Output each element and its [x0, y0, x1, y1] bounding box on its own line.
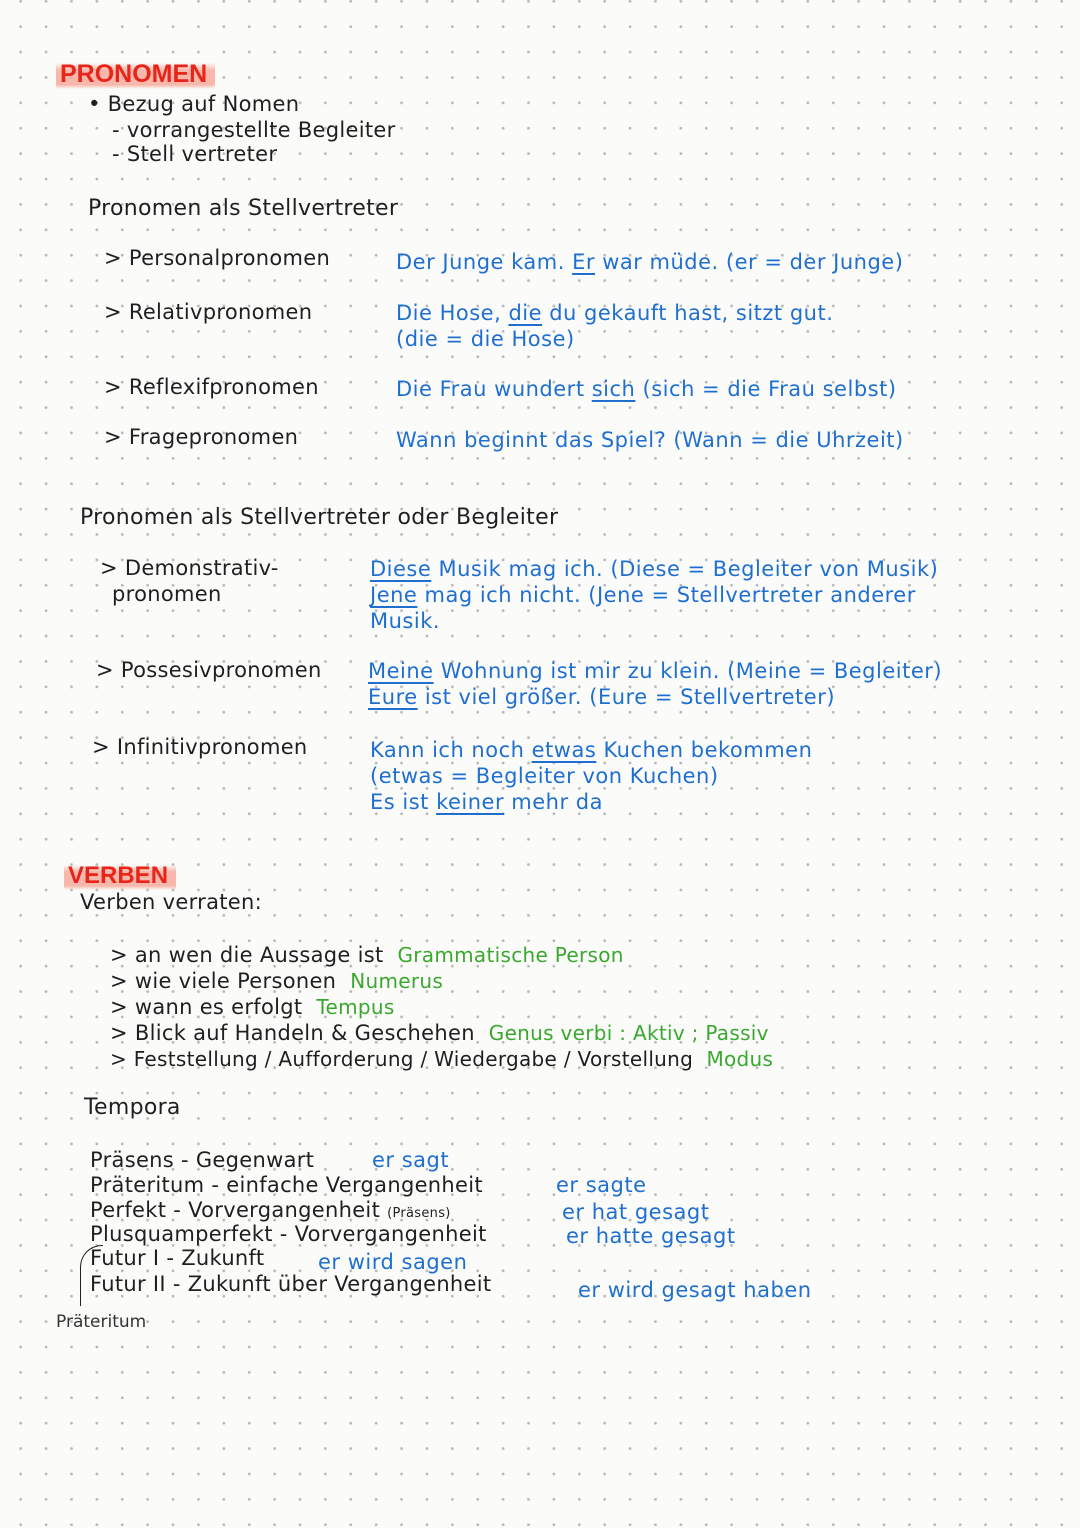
tempus-name: Perfekt - Vorvergangenheit (Präsens) [90, 1198, 451, 1222]
verben-item: > an wen die Aussage ist Grammatische Person [110, 943, 624, 967]
tempus-example: er sagt [372, 1148, 450, 1172]
tempus-example: er wird gesagt haben [578, 1278, 812, 1302]
tempora-title: Tempora [84, 1095, 181, 1120]
example-fragepronomen: Wann beginnt das Spiel? (Wann = die Uhrzeit) [396, 428, 904, 452]
section-title-stellvertreter-begleiter: Pronomen als Stellvertreter oder Begleiter [80, 505, 559, 530]
pronomen-heading: PRONOMEN [56, 60, 215, 89]
verben-list [110, 942, 773, 1072]
verben-item: > wann es erfolgt Tempus [110, 995, 395, 1019]
tempus-name: Präteritum - einfache Vergangenheit [90, 1173, 483, 1197]
term-demonstrativpronomen: > Demonstrativ- pronomen [100, 556, 279, 606]
tempus-name: Futur I - Zukunft [90, 1246, 265, 1270]
term-personalpronomen: > Personalpronomen [104, 246, 331, 270]
tempus-example: er hat gesagt [562, 1200, 710, 1224]
example-infinitivpronomen: Kann ich noch etwas Kuchen bekommen (etwas = Begleiter von Kuchen) Es ist keiner mehr da [370, 738, 813, 814]
tempus-example: er wird sagen [318, 1250, 468, 1274]
verben-item: > Blick auf Handeln & Geschehen Genus verbi : Aktiv ; Passiv [110, 1021, 769, 1045]
tempus-example: er hatte gesagt [566, 1224, 736, 1248]
example-reflexivpronomen: Die Frau wundert sich (sich = die Frau selbst) [396, 377, 897, 401]
verben-heading: VERBEN [64, 862, 176, 890]
tempus-name: Präsens - Gegenwart [90, 1148, 315, 1172]
intro-line: • Bezug auf Nomen [88, 92, 300, 116]
footnote-praeteritum: Präteritum [56, 1312, 147, 1332]
intro-sub-2: - Stell vertreter [112, 142, 278, 166]
section-title-stellvertreter: Pronomen als Stellvertreter [88, 196, 399, 221]
example-possesivpronomen: Meine Wohnung ist mir zu klein. (Meine = Begleiter) Eure ist viel größer. (Eure = Stellvertreter) [368, 659, 943, 709]
term-reflexivpronomen: > Reflexifpronomen [104, 375, 319, 399]
example-demonstrativpronomen: Diese Musik mag ich. (Diese = Begleiter von Musik) Jene mag ich nicht. (Jene = Stellvertreter anderer Musik. [370, 557, 939, 633]
tempus-name: Plusquamperfekt - Vorvergangenheit [90, 1222, 487, 1246]
term-relativpronomen: > Relativpronomen [104, 300, 313, 324]
example-relativpronomen: Die Hose, die du gekauft hast, sitzt gut. (die = die Hose) [396, 301, 834, 351]
intro-sub-1: - vorrangestellte Begleiter [112, 118, 396, 142]
example-personalpronomen: Der Junge kam. Er war müde. (er = der Junge) [396, 250, 904, 274]
term-possesivpronomen: > Possesivpronomen [96, 658, 322, 682]
tempus-example: er sagte [556, 1173, 647, 1197]
verben-item: > Feststellung / Aufforderung / Wiedergabe / Vorstellung Modus [110, 1047, 774, 1071]
tempus-name: Futur II - Zukunft über Vergangenheit [90, 1272, 492, 1296]
term-fragepronomen: > Fragepronomen [104, 425, 299, 449]
term-infinitivpronomen: > Infinitivpronomen [92, 735, 308, 759]
verben-intro: Verben verraten: [80, 890, 262, 914]
verben-item: > wie viele Personen Numerus [110, 969, 444, 993]
